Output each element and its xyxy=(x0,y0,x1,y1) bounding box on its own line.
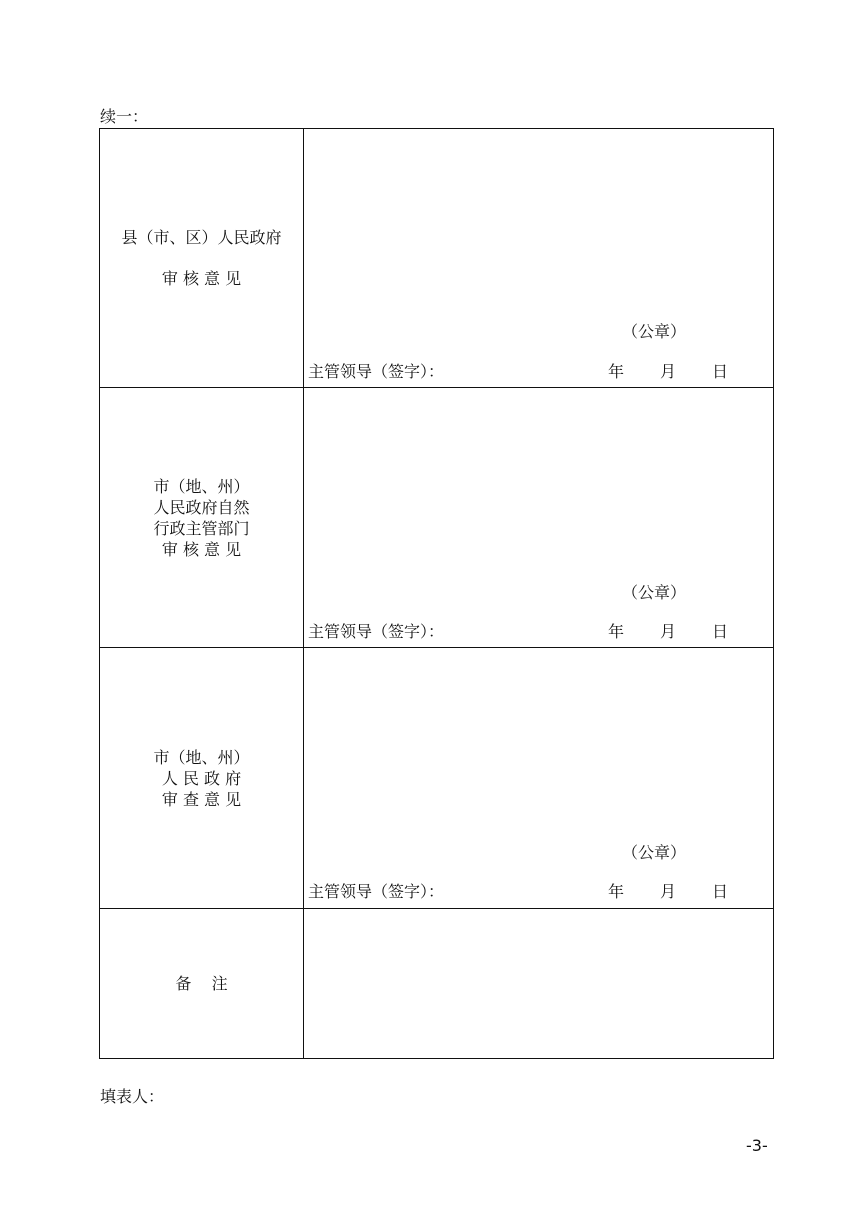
city-natural-resources-label-cell xyxy=(100,388,304,647)
year-label: 年 xyxy=(608,622,625,641)
government-natural-label: 人民政府自然 xyxy=(153,497,250,517)
city-government-label-cell xyxy=(100,648,304,908)
year-label: 年 xyxy=(608,362,625,381)
remarks-label-cell xyxy=(100,909,304,1058)
remarks-row xyxy=(100,909,773,1058)
review-opinion-table xyxy=(99,128,774,1059)
page-number: -3- xyxy=(746,1136,768,1155)
admin-department-label: 行政主管部门 xyxy=(153,518,250,538)
month-label: 月 xyxy=(660,362,677,381)
continuation-label: 续一： xyxy=(100,107,149,126)
official-seal-label: （公章） xyxy=(622,322,687,341)
city-prefecture-label: 市（地、州） xyxy=(153,476,250,496)
leader-signature-label: 主管领导（签字）： xyxy=(308,622,445,641)
official-seal-label: （公章） xyxy=(622,583,687,602)
day-label: 日 xyxy=(712,882,729,901)
review-opinion-label: 审 核 意 见 xyxy=(161,539,242,559)
city-prefecture-label: 市（地、州） xyxy=(153,747,250,767)
day-label: 日 xyxy=(712,622,729,641)
leader-signature-label: 主管领导（签字）： xyxy=(308,362,445,381)
month-label: 月 xyxy=(660,882,677,901)
county-government-label: 县（市、区）人民政府 xyxy=(121,228,282,247)
month-label: 月 xyxy=(660,622,677,641)
year-label: 年 xyxy=(608,882,625,901)
city-government-opinion-cell[interactable] xyxy=(304,648,773,908)
city-natural-resources-opinion-cell[interactable] xyxy=(304,388,773,647)
county-government-review-label-cell xyxy=(100,129,304,387)
review-opinion-label: 审 核 意 见 xyxy=(161,269,242,288)
remarks-content-cell[interactable] xyxy=(304,909,773,1058)
city-natural-resources-review-row xyxy=(100,388,773,648)
people-government-label: 人 民 政 府 xyxy=(161,768,242,788)
official-seal-label: （公章） xyxy=(622,843,687,862)
leader-signature-label: 主管领导（签字）： xyxy=(308,882,445,901)
county-government-opinion-cell[interactable] xyxy=(304,129,773,387)
day-label: 日 xyxy=(712,362,729,381)
examination-opinion-label: 审 查 意 见 xyxy=(161,789,242,809)
city-government-review-row xyxy=(100,648,773,909)
remarks-label: 备 注 xyxy=(175,974,228,993)
form-filler-label: 填表人： xyxy=(100,1087,165,1106)
county-government-review-row xyxy=(100,129,773,388)
